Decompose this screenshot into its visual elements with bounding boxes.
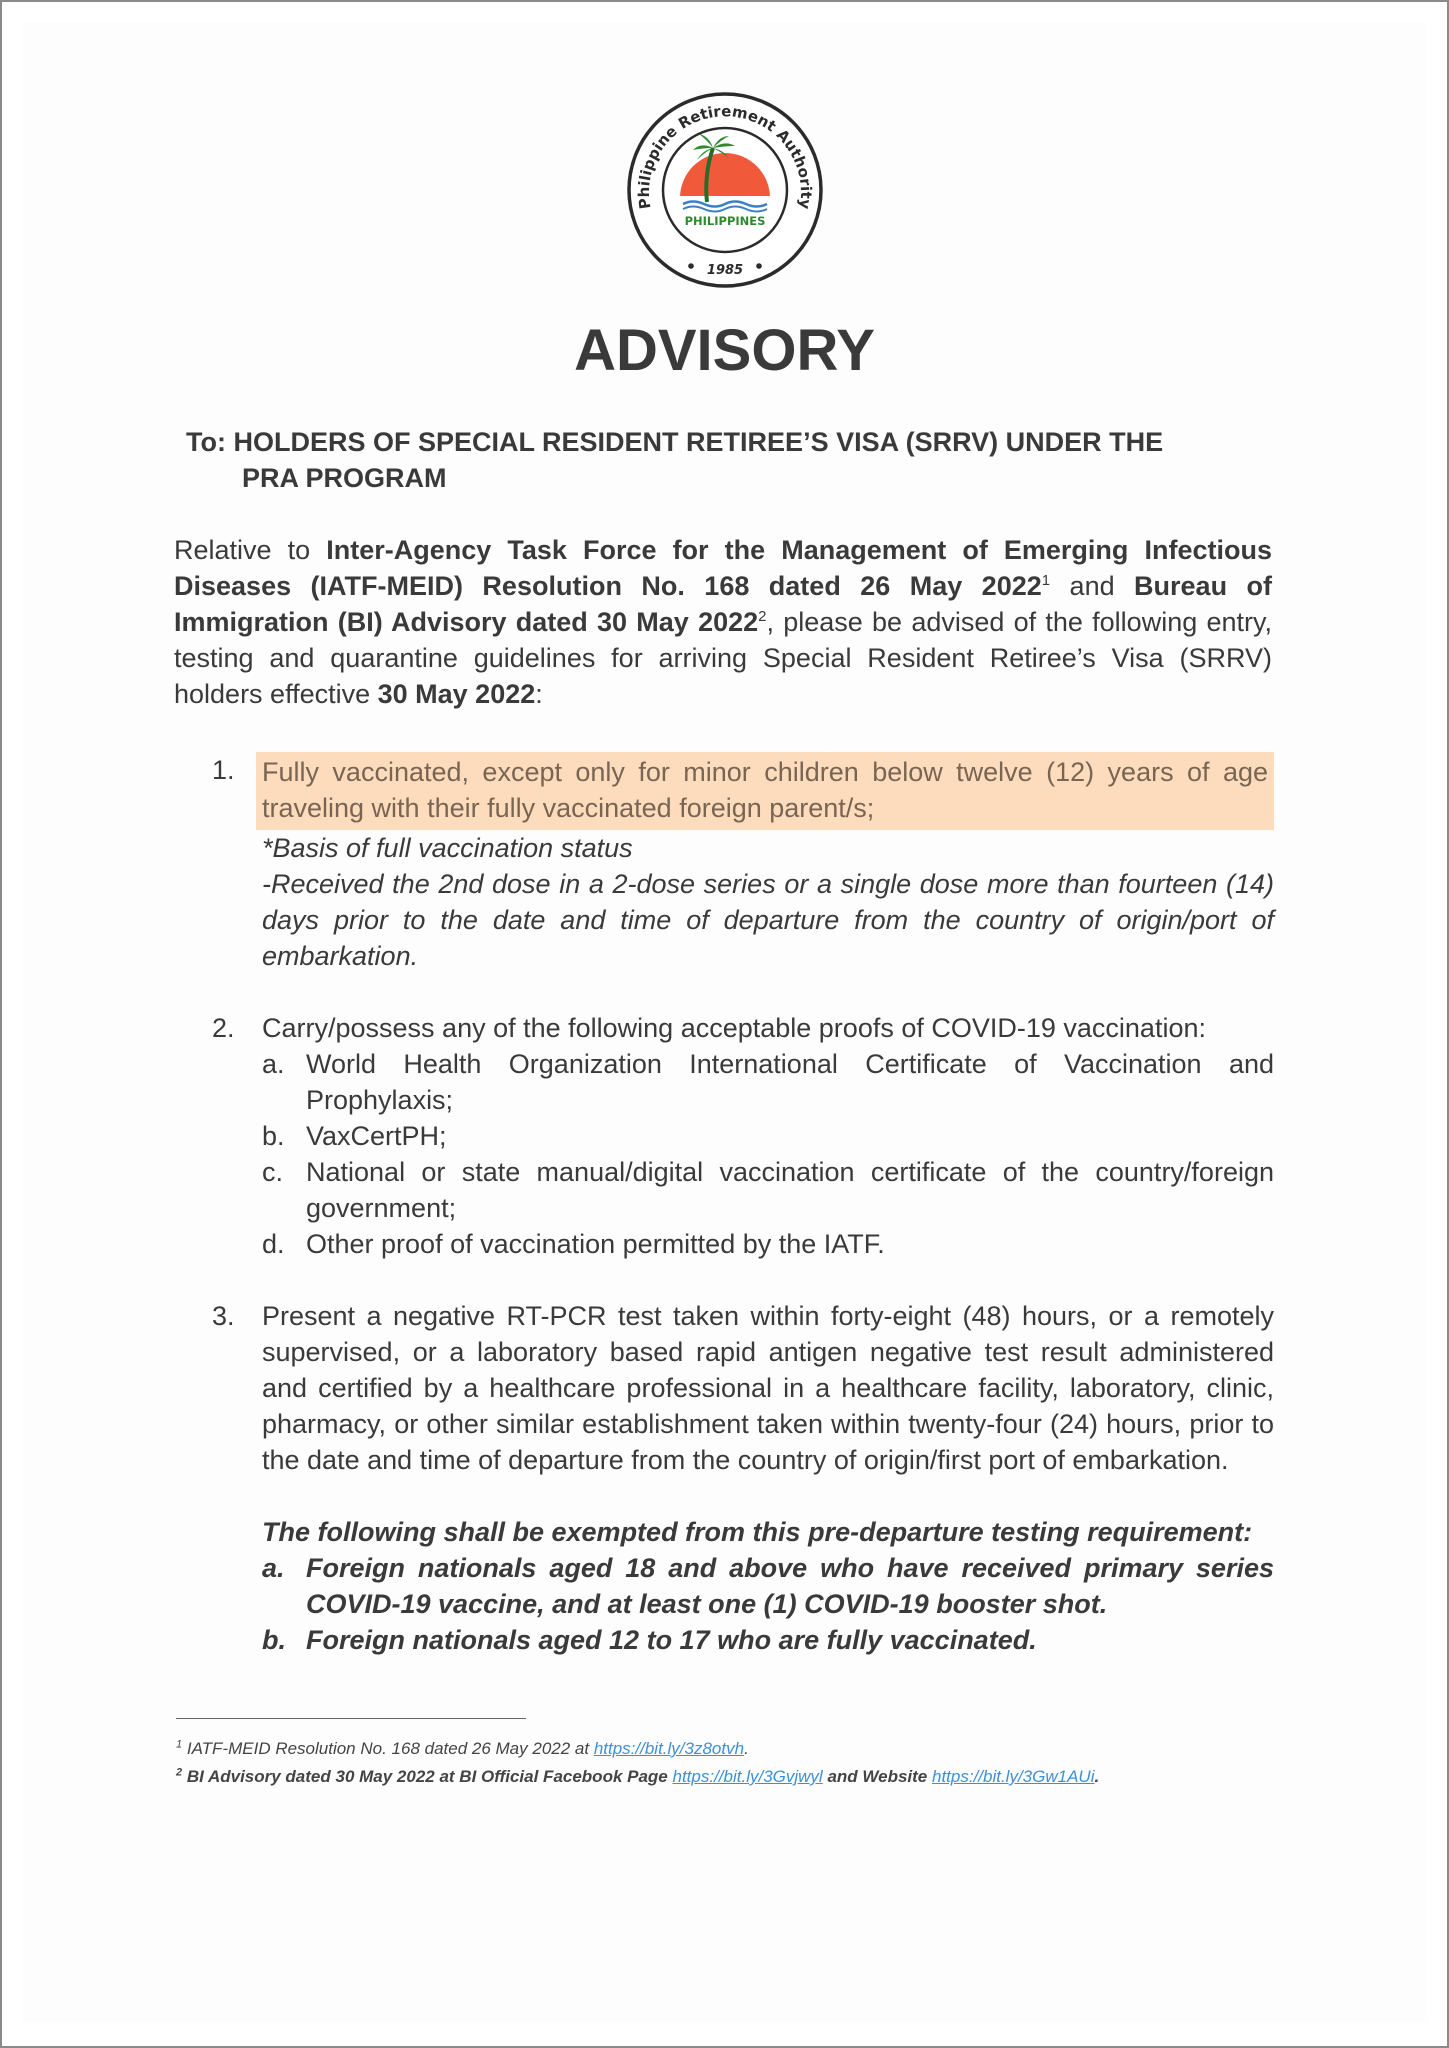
intro-text: Relative to xyxy=(174,535,327,565)
list-number: 3. xyxy=(212,1301,235,1331)
sub-text: Other proof of vaccination permitted by the IATF. xyxy=(306,1229,885,1259)
list-item-3 xyxy=(212,1298,1274,1658)
footnote-text: BI Advisory dated 30 May 2022 at BI Official Facebook Page xyxy=(186,1767,673,1786)
seal-dot-right xyxy=(756,263,762,269)
pra-seal-logo xyxy=(625,90,825,290)
sub-item-b xyxy=(262,1118,1274,1154)
intro-text: and xyxy=(1050,571,1135,601)
highlighted-requirement: Fully vaccinated, except only for minor children below twelve (12) years of age traveling with their fully vaccinated foreign parent/s; xyxy=(256,752,1274,830)
item-3-text: Present a negative RT-PCR test taken within forty-eight (48) hours, or a remotely supervised, or a laboratory based rapid antigen negative test result administered and certified by a healthcare professional in a healthcare facility, laboratory, clinic, pharmacy, or other similar establishment taken within twenty-four (24) hours, prior to the date and time of departure from the country of origin/first port of embarkation. xyxy=(262,1301,1274,1475)
footnote-number: 2 xyxy=(176,1766,183,1779)
exemption-heading: The following shall be exempted from this pre-departure testing requirement: xyxy=(262,1517,1253,1547)
sub-text: VaxCertPH; xyxy=(306,1121,447,1151)
footnote-2 xyxy=(176,1763,1306,1791)
sub-text: World Health Organization International Certificate of Vaccination and Prophylaxis; xyxy=(306,1049,1274,1115)
spacer xyxy=(262,1478,1274,1514)
seal-inner-label: PHILIPPINES xyxy=(684,214,765,228)
seal-year: 1985 xyxy=(706,263,743,278)
list-number: 2. xyxy=(212,1013,235,1043)
footnote-link-website[interactable]: https://bit.ly/3Gw1AUi xyxy=(931,1767,1095,1786)
footnote-divider xyxy=(176,1718,526,1719)
intro-paragraph xyxy=(174,532,1272,712)
recipient-line-1: HOLDERS OF SPECIAL RESIDENT RETIREE’S VISA (SRRV) UNDER THE xyxy=(233,427,1164,457)
seal-dot-left xyxy=(688,263,694,269)
footnote-link-facebook[interactable]: https://bit.ly/3Gvjwyl xyxy=(672,1767,823,1786)
sub-text: National or state manual/digital vaccination certificate of the country/foreign government; xyxy=(306,1157,1274,1223)
intro-bold-resolution: Inter-Agency Task Force for the Management of Emerging Infectious Diseases (IATF-MEID) Resolution No. 168 dated 26 May 2022 xyxy=(174,535,1272,601)
intro-text: , please be advised of the following entry, testing and quarantine guidelines for arriving Special Resident Retiree’s Visa (SRRV) holders effective xyxy=(174,607,1272,709)
sub-item-c xyxy=(262,1154,1274,1226)
seal-ring-text: Philippine Retirement Authority xyxy=(634,102,815,211)
footnotes xyxy=(176,1735,1306,1791)
list-item-1 xyxy=(212,752,1274,974)
basis-title: *Basis of full vaccination status xyxy=(262,833,633,863)
footnote-1 xyxy=(176,1735,1306,1763)
list-number: 1. xyxy=(212,755,235,785)
page-title: ADVISORY xyxy=(574,318,875,383)
sub-item-a xyxy=(262,1046,1274,1118)
exemption-item-b xyxy=(262,1622,1274,1658)
footnote-text: IATF-MEID Resolution No. 168 dated 26 May 2022 at xyxy=(186,1739,594,1758)
recipient-heading xyxy=(186,424,1306,496)
sub-letter: a. xyxy=(262,1553,285,1583)
footnote-text: and Website xyxy=(822,1767,932,1786)
footnote-text: . xyxy=(744,1739,749,1758)
footnote-number: 1 xyxy=(176,1738,183,1751)
recipient-prefix: To: xyxy=(186,427,226,457)
intro-text: : xyxy=(535,679,543,709)
intro-bold-effective-date: 30 May 2022 xyxy=(377,679,536,709)
list-item-2 xyxy=(212,1010,1274,1262)
intro-bold-bi-advisory: Bureau of Immigration (BI) Advisory dated 30 May 2022 xyxy=(174,571,1272,637)
sub-letter: c. xyxy=(262,1157,284,1187)
seal-graphic xyxy=(625,90,825,290)
sub-text: Foreign nationals aged 12 to 17 who are fully vaccinated. xyxy=(306,1625,1037,1655)
sub-letter: b. xyxy=(262,1625,286,1655)
sub-letter: d. xyxy=(262,1229,285,1259)
sub-letter: a. xyxy=(262,1049,285,1079)
footnote-ref-2[interactable]: 2 xyxy=(758,608,767,625)
basis-text: -Received the 2nd dose in a 2-dose series or a single dose more than fourteen (14) days prior to the date and time of departure from the country of origin/port of embarkation. xyxy=(262,869,1274,971)
footnote-link[interactable]: https://bit.ly/3z8otvh xyxy=(593,1739,745,1758)
item-2-text: Carry/possess any of the following acceptable proofs of COVID-19 vaccination: xyxy=(262,1013,1206,1043)
footnote-ref-1[interactable]: 1 xyxy=(1041,572,1051,589)
exemption-item-a xyxy=(262,1550,1274,1622)
sub-item-d xyxy=(262,1226,1274,1262)
sub-text: Foreign nationals aged 18 and above who have received primary series COVID-19 vaccine, and at least one (1) COVID-19 booster shot. xyxy=(306,1553,1274,1619)
sub-letter: b. xyxy=(262,1121,285,1151)
footnote-text: . xyxy=(1094,1767,1100,1786)
footnote-area xyxy=(176,1718,1306,1791)
recipient-line-2: PRA PROGRAM xyxy=(242,463,447,493)
